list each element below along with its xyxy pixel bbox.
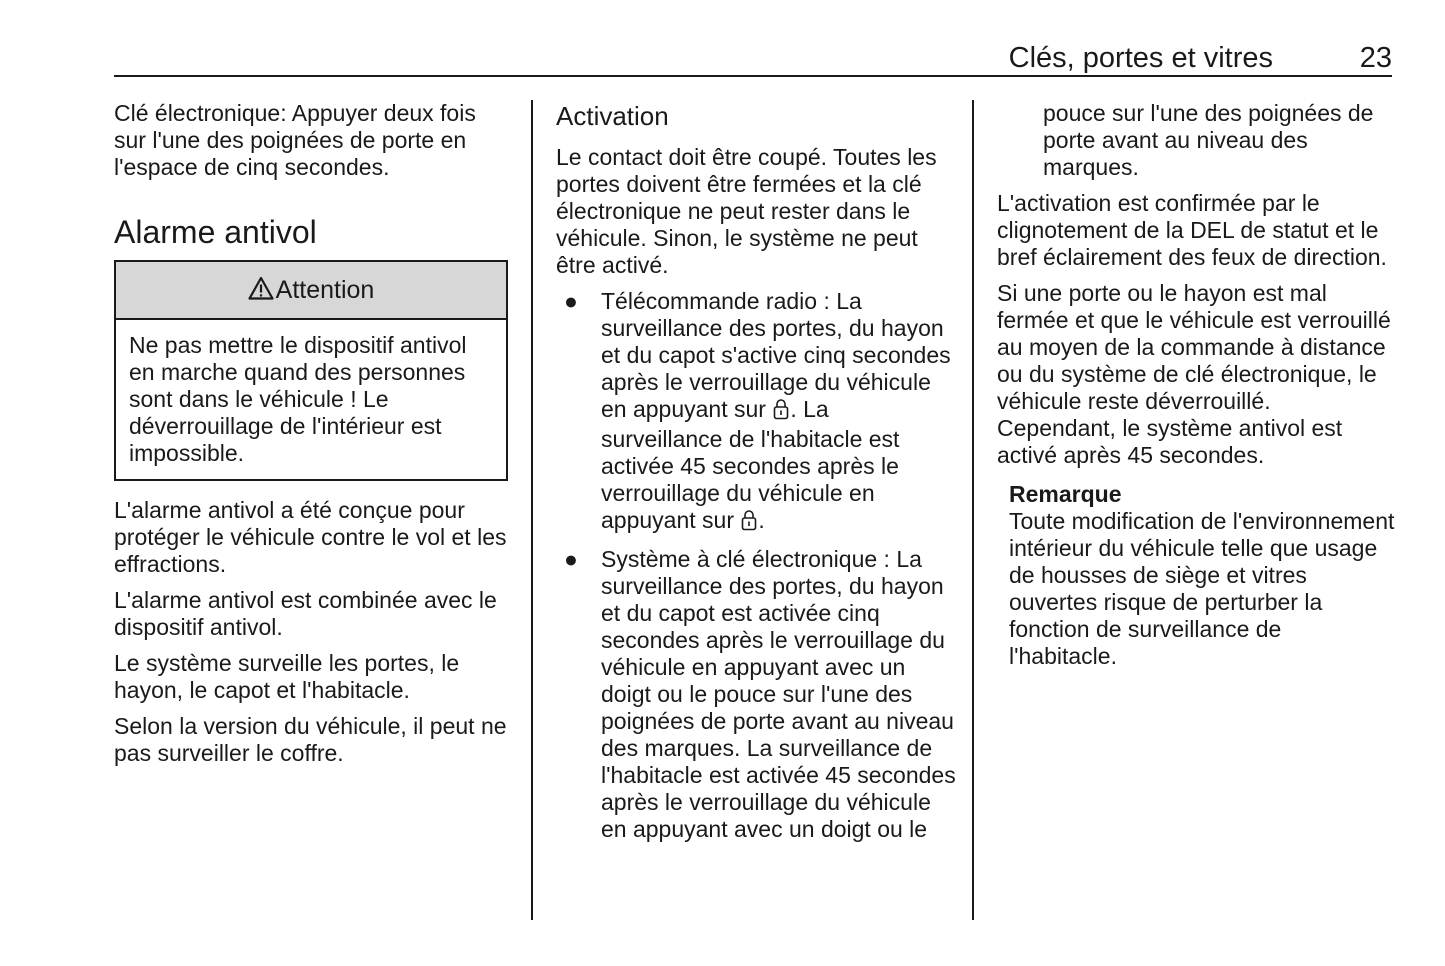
padlock-icon — [773, 398, 789, 426]
bullet1-text-part3: . — [758, 507, 765, 533]
paragraph-2: L'alarme antivol est combinée avec le dispositif antivol. — [114, 587, 497, 640]
column-1 — [114, 100, 510, 776]
activation-heading: Activation — [556, 101, 669, 131]
activation-list — [556, 288, 956, 843]
list-item — [556, 546, 956, 843]
paragraph-3: Le système surveille les portes, le hayon, le capot et l'habitacle. — [114, 650, 460, 703]
attention-header — [116, 262, 506, 320]
bullet-icon: ● — [564, 288, 578, 314]
paragraph-door-open: Si une porte ou le hayon est mal fermée et que le véhicule est verrouillé au moyen de la commande à distance ou du système de clé électronique, le véhicule reste déverrouillé. Cependant, le système antivol est activé après 45 secondes. — [997, 280, 1391, 468]
bullet1-text-part1: Télécommande radio : La surveillance des portes, du hayon et du capot s'active cinq secondes après le verrouillage du véhicule en appuyant sur — [601, 288, 951, 422]
bullet-icon: ● — [564, 546, 578, 572]
paragraph-confirmation: L'activation est confirmée par le clignotement de la DEL de statut et le bref éclairement des feux de direction. — [997, 190, 1387, 270]
column-3 — [997, 100, 1395, 670]
header-rule — [114, 75, 1392, 77]
activation-intro: Le contact doit être coupé. Toutes les portes doivent être fermées et la clé électronique ne peut rester dans le véhicule. Sinon, le système ne peut être activé. — [556, 144, 937, 278]
list-item — [556, 288, 956, 537]
attention-title: Attention — [275, 276, 375, 304]
note-box — [997, 481, 1395, 670]
section-title: Alarme antivol — [114, 214, 317, 250]
note-title: Remarque — [1009, 481, 1122, 507]
bullet2-text: Système à clé électronique : La surveillance des portes, du hayon et du capot est activée cinq secondes après le verrouillage du véhicule en appuyant avec un doigt ou le pouce sur l'une des poignées de porte avant au niveau des marques. La surveillance de l'habitacle est activée 45 secondes après le verrouillage du véhicule en appuyant avec un doigt ou le — [601, 546, 956, 842]
column-2 — [556, 100, 956, 852]
paragraph-1: L'alarme antivol a été conçue pour protéger le véhicule contre le vol et les effractions. — [114, 497, 507, 577]
page-number: 23 — [1359, 42, 1392, 74]
bullet1-text-part2: . La surveillance de l'habitacle est activée 45 secondes après le verrouillage du véhicule en appuyant sur — [601, 396, 900, 533]
attention-box — [114, 260, 508, 481]
warning-triangle-icon — [248, 264, 274, 320]
intro-paragraph: Clé électronique: Appuyer deux fois sur l'une des poignées de porte en l'espace de cinq secondes. — [114, 100, 476, 180]
bullet-continuation: pouce sur l'une des poignées de porte avant au niveau des marques. — [1043, 100, 1374, 180]
header-title: Clés, portes et vitres — [1008, 42, 1273, 74]
paragraph-4: Selon la version du véhicule, il peut ne pas surveiller le coffre. — [114, 713, 507, 766]
attention-text: Ne pas mettre le dispositif antivol en marche quand des personnes sont dans le véhicule ! Le déverrouillage de l'intérieur est impossible. — [129, 332, 467, 466]
note-text: Toute modification de l'environnement intérieur du véhicule telle que usage de housses de siège et vitres ouvertes risque de perturber la fonction de surveillance de l'habitacle. — [1009, 508, 1395, 669]
column-divider-1 — [531, 100, 533, 920]
column-divider-2 — [972, 100, 974, 920]
padlock-icon — [741, 509, 757, 537]
